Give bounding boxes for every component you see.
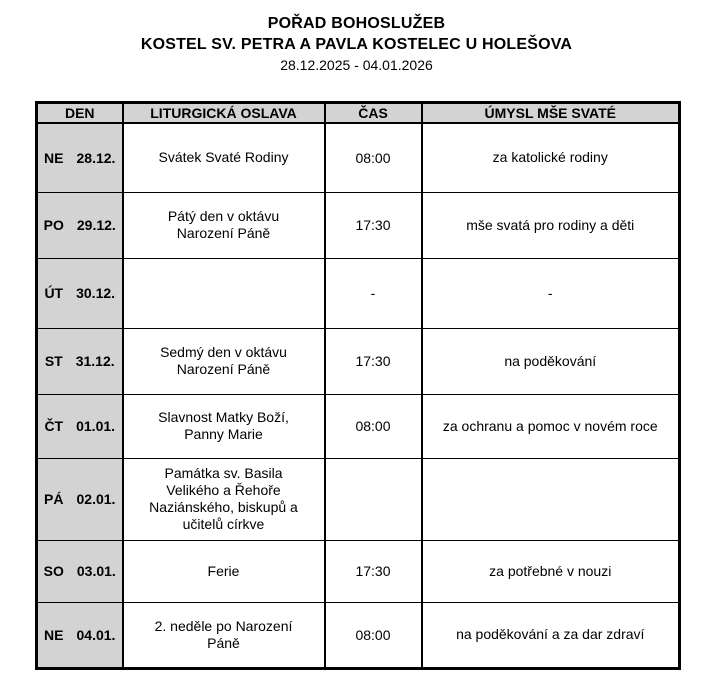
day-cell bbox=[37, 602, 123, 668]
intention-text: za katolické rodiny bbox=[492, 149, 608, 166]
day-cell bbox=[37, 192, 123, 258]
table-row bbox=[37, 394, 680, 458]
day-label: NE bbox=[44, 626, 64, 643]
day-wrap bbox=[42, 150, 118, 166]
time-cell: 17:30 bbox=[325, 328, 422, 394]
day-label: ST bbox=[44, 353, 63, 369]
day-date: 28.12. bbox=[76, 149, 116, 166]
table-row bbox=[37, 458, 680, 540]
day-label: ÚT bbox=[44, 285, 64, 301]
day-wrap bbox=[42, 563, 118, 579]
church-title: KOSTEL SV. PETRA A PAVLA KOSTELEC U HOLEŠOVA bbox=[140, 36, 573, 53]
intention-text: za ochranu a pomoc v novém roce bbox=[442, 417, 658, 434]
time-cell: 08:00 bbox=[325, 394, 422, 458]
intention-cell bbox=[422, 192, 680, 258]
day-wrap bbox=[42, 285, 118, 301]
day-cell bbox=[37, 258, 123, 328]
table-row bbox=[37, 602, 680, 668]
intention-text: za potřebné v nouzi bbox=[489, 562, 612, 579]
table-row bbox=[37, 540, 680, 602]
celebration-text: Svátek Svaté Rodiny bbox=[158, 149, 289, 166]
time-cell: - bbox=[325, 258, 422, 328]
col-header-liturgicka-oslava: LITURGICKÁ OSLAVA bbox=[123, 103, 325, 124]
intention-text: - bbox=[547, 284, 553, 301]
day-label: PO bbox=[43, 217, 64, 233]
page-title: POŘAD BOHOSLUŽEB bbox=[267, 15, 446, 32]
celebration-cell bbox=[123, 394, 325, 458]
day-date: 04.01. bbox=[76, 626, 116, 643]
intention-cell bbox=[422, 328, 680, 394]
day-wrap bbox=[42, 353, 118, 369]
day-date: 02.01. bbox=[76, 491, 116, 507]
celebration-cell bbox=[123, 458, 325, 540]
celebration-cell bbox=[123, 258, 325, 328]
time-cell: 17:30 bbox=[325, 540, 422, 602]
day-cell bbox=[37, 328, 123, 394]
intention-cell bbox=[422, 540, 680, 602]
col-header-cas: ČAS bbox=[325, 103, 422, 124]
day-wrap bbox=[42, 627, 118, 643]
schedule-table bbox=[35, 101, 681, 670]
day-date: 29.12. bbox=[76, 217, 116, 233]
celebration-cell bbox=[123, 328, 325, 394]
table-row bbox=[37, 258, 680, 328]
celebration-text: Pátý den v oktávu Narození Páně bbox=[167, 208, 280, 241]
celebration-cell bbox=[123, 123, 325, 192]
celebration-cell bbox=[123, 602, 325, 668]
day-date: 03.01. bbox=[76, 563, 116, 579]
day-date: 30.12. bbox=[76, 285, 116, 301]
time-cell: 08:00 bbox=[325, 123, 422, 192]
celebration-text: Ferie bbox=[207, 562, 240, 579]
day-wrap bbox=[42, 418, 118, 434]
table-row bbox=[37, 123, 680, 192]
intention-cell bbox=[422, 602, 680, 668]
celebration-text: Památka sv. Basila Velikého a Řehoře Naziánského, biskupů a učitelů církve bbox=[149, 465, 298, 532]
time-cell: 08:00 bbox=[325, 602, 422, 668]
day-date: 01.01. bbox=[76, 418, 116, 434]
day-wrap bbox=[42, 217, 118, 233]
celebration-cell bbox=[123, 192, 325, 258]
table-row bbox=[37, 192, 680, 258]
celebration-text: Slavnost Matky Boží, Panny Marie bbox=[158, 409, 289, 442]
table-row bbox=[37, 328, 680, 394]
col-header-den: DEN bbox=[37, 103, 123, 124]
day-label: PÁ bbox=[44, 491, 64, 507]
day-label: NE bbox=[44, 149, 64, 166]
table-header-row bbox=[37, 103, 680, 124]
day-date: 31.12. bbox=[75, 353, 115, 369]
title-block bbox=[0, 0, 713, 76]
intention-text: na poděkování bbox=[504, 352, 597, 369]
intention-text: mše svatá pro rodiny a děti bbox=[466, 216, 635, 233]
celebration-cell bbox=[123, 540, 325, 602]
intention-cell bbox=[422, 458, 680, 540]
celebration-text: Sedmý den v oktávu Narození Páně bbox=[160, 344, 287, 377]
day-label: ČT bbox=[44, 418, 64, 434]
celebration-text: 2. neděle po Narození Páně bbox=[154, 617, 293, 651]
col-header-umysl-mse-svate: ÚMYSL MŠE SVATÉ bbox=[422, 103, 680, 124]
intention-cell bbox=[422, 394, 680, 458]
day-cell bbox=[37, 123, 123, 192]
intention-cell bbox=[422, 258, 680, 328]
day-label: SO bbox=[43, 563, 64, 579]
day-wrap bbox=[42, 491, 118, 507]
day-cell bbox=[37, 540, 123, 602]
day-cell bbox=[37, 458, 123, 540]
time-cell: 17:30 bbox=[325, 192, 422, 258]
date-range: 28.12.2025 - 04.01.2026 bbox=[280, 57, 433, 73]
intention-cell bbox=[422, 123, 680, 192]
time-cell bbox=[325, 458, 422, 540]
intention-text: na poděkování a za dar zdraví bbox=[456, 626, 645, 642]
day-cell bbox=[37, 394, 123, 458]
